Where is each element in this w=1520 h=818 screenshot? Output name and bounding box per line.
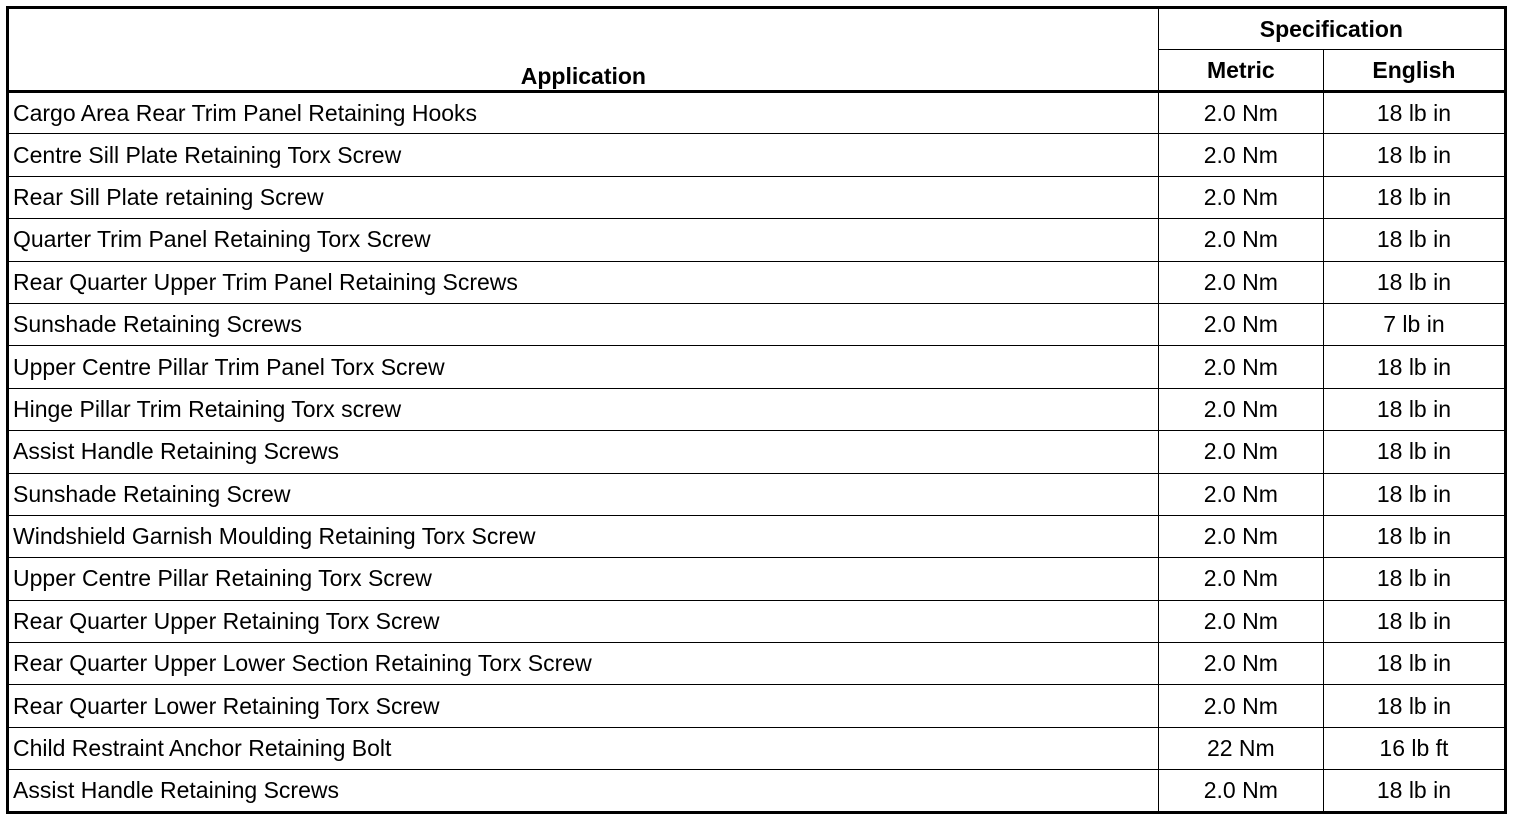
table-row: [8, 727, 1506, 769]
application-cell: Rear Quarter Upper Trim Panel Retaining Screws: [8, 261, 1159, 303]
table-row: [8, 431, 1506, 473]
english-cell: 18 lb in: [1323, 92, 1505, 134]
metric-cell: 2.0 Nm: [1158, 92, 1323, 134]
torque-specification-table: [6, 6, 1507, 814]
metric-cell: 22 Nm: [1158, 727, 1323, 769]
english-cell: 18 lb in: [1323, 346, 1505, 388]
metric-cell: 2.0 Nm: [1158, 643, 1323, 685]
metric-cell: 2.0 Nm: [1158, 134, 1323, 176]
english-cell: 18 lb in: [1323, 770, 1505, 812]
application-cell: Upper Centre Pillar Retaining Torx Screw: [8, 558, 1159, 600]
english-cell: 18 lb in: [1323, 515, 1505, 557]
application-cell: Quarter Trim Panel Retaining Torx Screw: [8, 219, 1159, 261]
english-cell: 18 lb in: [1323, 685, 1505, 727]
application-cell: Rear Quarter Upper Lower Section Retaining Torx Screw: [8, 643, 1159, 685]
table-row: [8, 346, 1506, 388]
table-row: [8, 643, 1506, 685]
metric-cell: 2.0 Nm: [1158, 303, 1323, 345]
application-cell: Assist Handle Retaining Screws: [8, 431, 1159, 473]
table-row: [8, 600, 1506, 642]
english-cell: 18 lb in: [1323, 600, 1505, 642]
header-row-top: [8, 8, 1506, 50]
metric-cell: 2.0 Nm: [1158, 473, 1323, 515]
english-cell: 18 lb in: [1323, 219, 1505, 261]
english-column-header: English: [1323, 50, 1505, 92]
application-cell: Sunshade Retaining Screws: [8, 303, 1159, 345]
english-cell: 18 lb in: [1323, 388, 1505, 430]
english-cell: 18 lb in: [1323, 643, 1505, 685]
table-row: [8, 134, 1506, 176]
application-cell: Rear Sill Plate retaining Screw: [8, 176, 1159, 218]
table-header: [8, 8, 1506, 92]
table-row: [8, 558, 1506, 600]
english-cell: 18 lb in: [1323, 558, 1505, 600]
english-cell: 18 lb in: [1323, 176, 1505, 218]
table-row: [8, 473, 1506, 515]
table-row: [8, 388, 1506, 430]
english-cell: 18 lb in: [1323, 261, 1505, 303]
metric-cell: 2.0 Nm: [1158, 431, 1323, 473]
application-cell: Centre Sill Plate Retaining Torx Screw: [8, 134, 1159, 176]
table-row: [8, 92, 1506, 134]
metric-column-header: Metric: [1158, 50, 1323, 92]
application-cell: Assist Handle Retaining Screws: [8, 770, 1159, 812]
table-body: [8, 92, 1506, 813]
application-cell: Hinge Pillar Trim Retaining Torx screw: [8, 388, 1159, 430]
metric-cell: 2.0 Nm: [1158, 261, 1323, 303]
application-cell: Rear Quarter Upper Retaining Torx Screw: [8, 600, 1159, 642]
english-cell: 18 lb in: [1323, 134, 1505, 176]
application-cell: Upper Centre Pillar Trim Panel Torx Screw: [8, 346, 1159, 388]
metric-cell: 2.0 Nm: [1158, 346, 1323, 388]
application-cell: Cargo Area Rear Trim Panel Retaining Hooks: [8, 92, 1159, 134]
english-cell: 7 lb in: [1323, 303, 1505, 345]
metric-cell: 2.0 Nm: [1158, 176, 1323, 218]
application-cell: Windshield Garnish Moulding Retaining Torx Screw: [8, 515, 1159, 557]
metric-cell: 2.0 Nm: [1158, 600, 1323, 642]
english-cell: 18 lb in: [1323, 473, 1505, 515]
metric-cell: 2.0 Nm: [1158, 685, 1323, 727]
table-row: [8, 176, 1506, 218]
metric-cell: 2.0 Nm: [1158, 219, 1323, 261]
table-row: [8, 515, 1506, 557]
table-row: [8, 219, 1506, 261]
application-cell: Sunshade Retaining Screw: [8, 473, 1159, 515]
english-cell: 18 lb in: [1323, 431, 1505, 473]
table-row: [8, 770, 1506, 812]
table-row: [8, 261, 1506, 303]
metric-cell: 2.0 Nm: [1158, 515, 1323, 557]
specification-column-header: Specification: [1158, 8, 1505, 50]
metric-cell: 2.0 Nm: [1158, 388, 1323, 430]
application-column-header: Application: [8, 8, 1159, 92]
english-cell: 16 lb ft: [1323, 727, 1505, 769]
metric-cell: 2.0 Nm: [1158, 558, 1323, 600]
metric-cell: 2.0 Nm: [1158, 770, 1323, 812]
table-row: [8, 685, 1506, 727]
application-cell: Rear Quarter Lower Retaining Torx Screw: [8, 685, 1159, 727]
application-cell: Child Restraint Anchor Retaining Bolt: [8, 727, 1159, 769]
table-row: [8, 303, 1506, 345]
